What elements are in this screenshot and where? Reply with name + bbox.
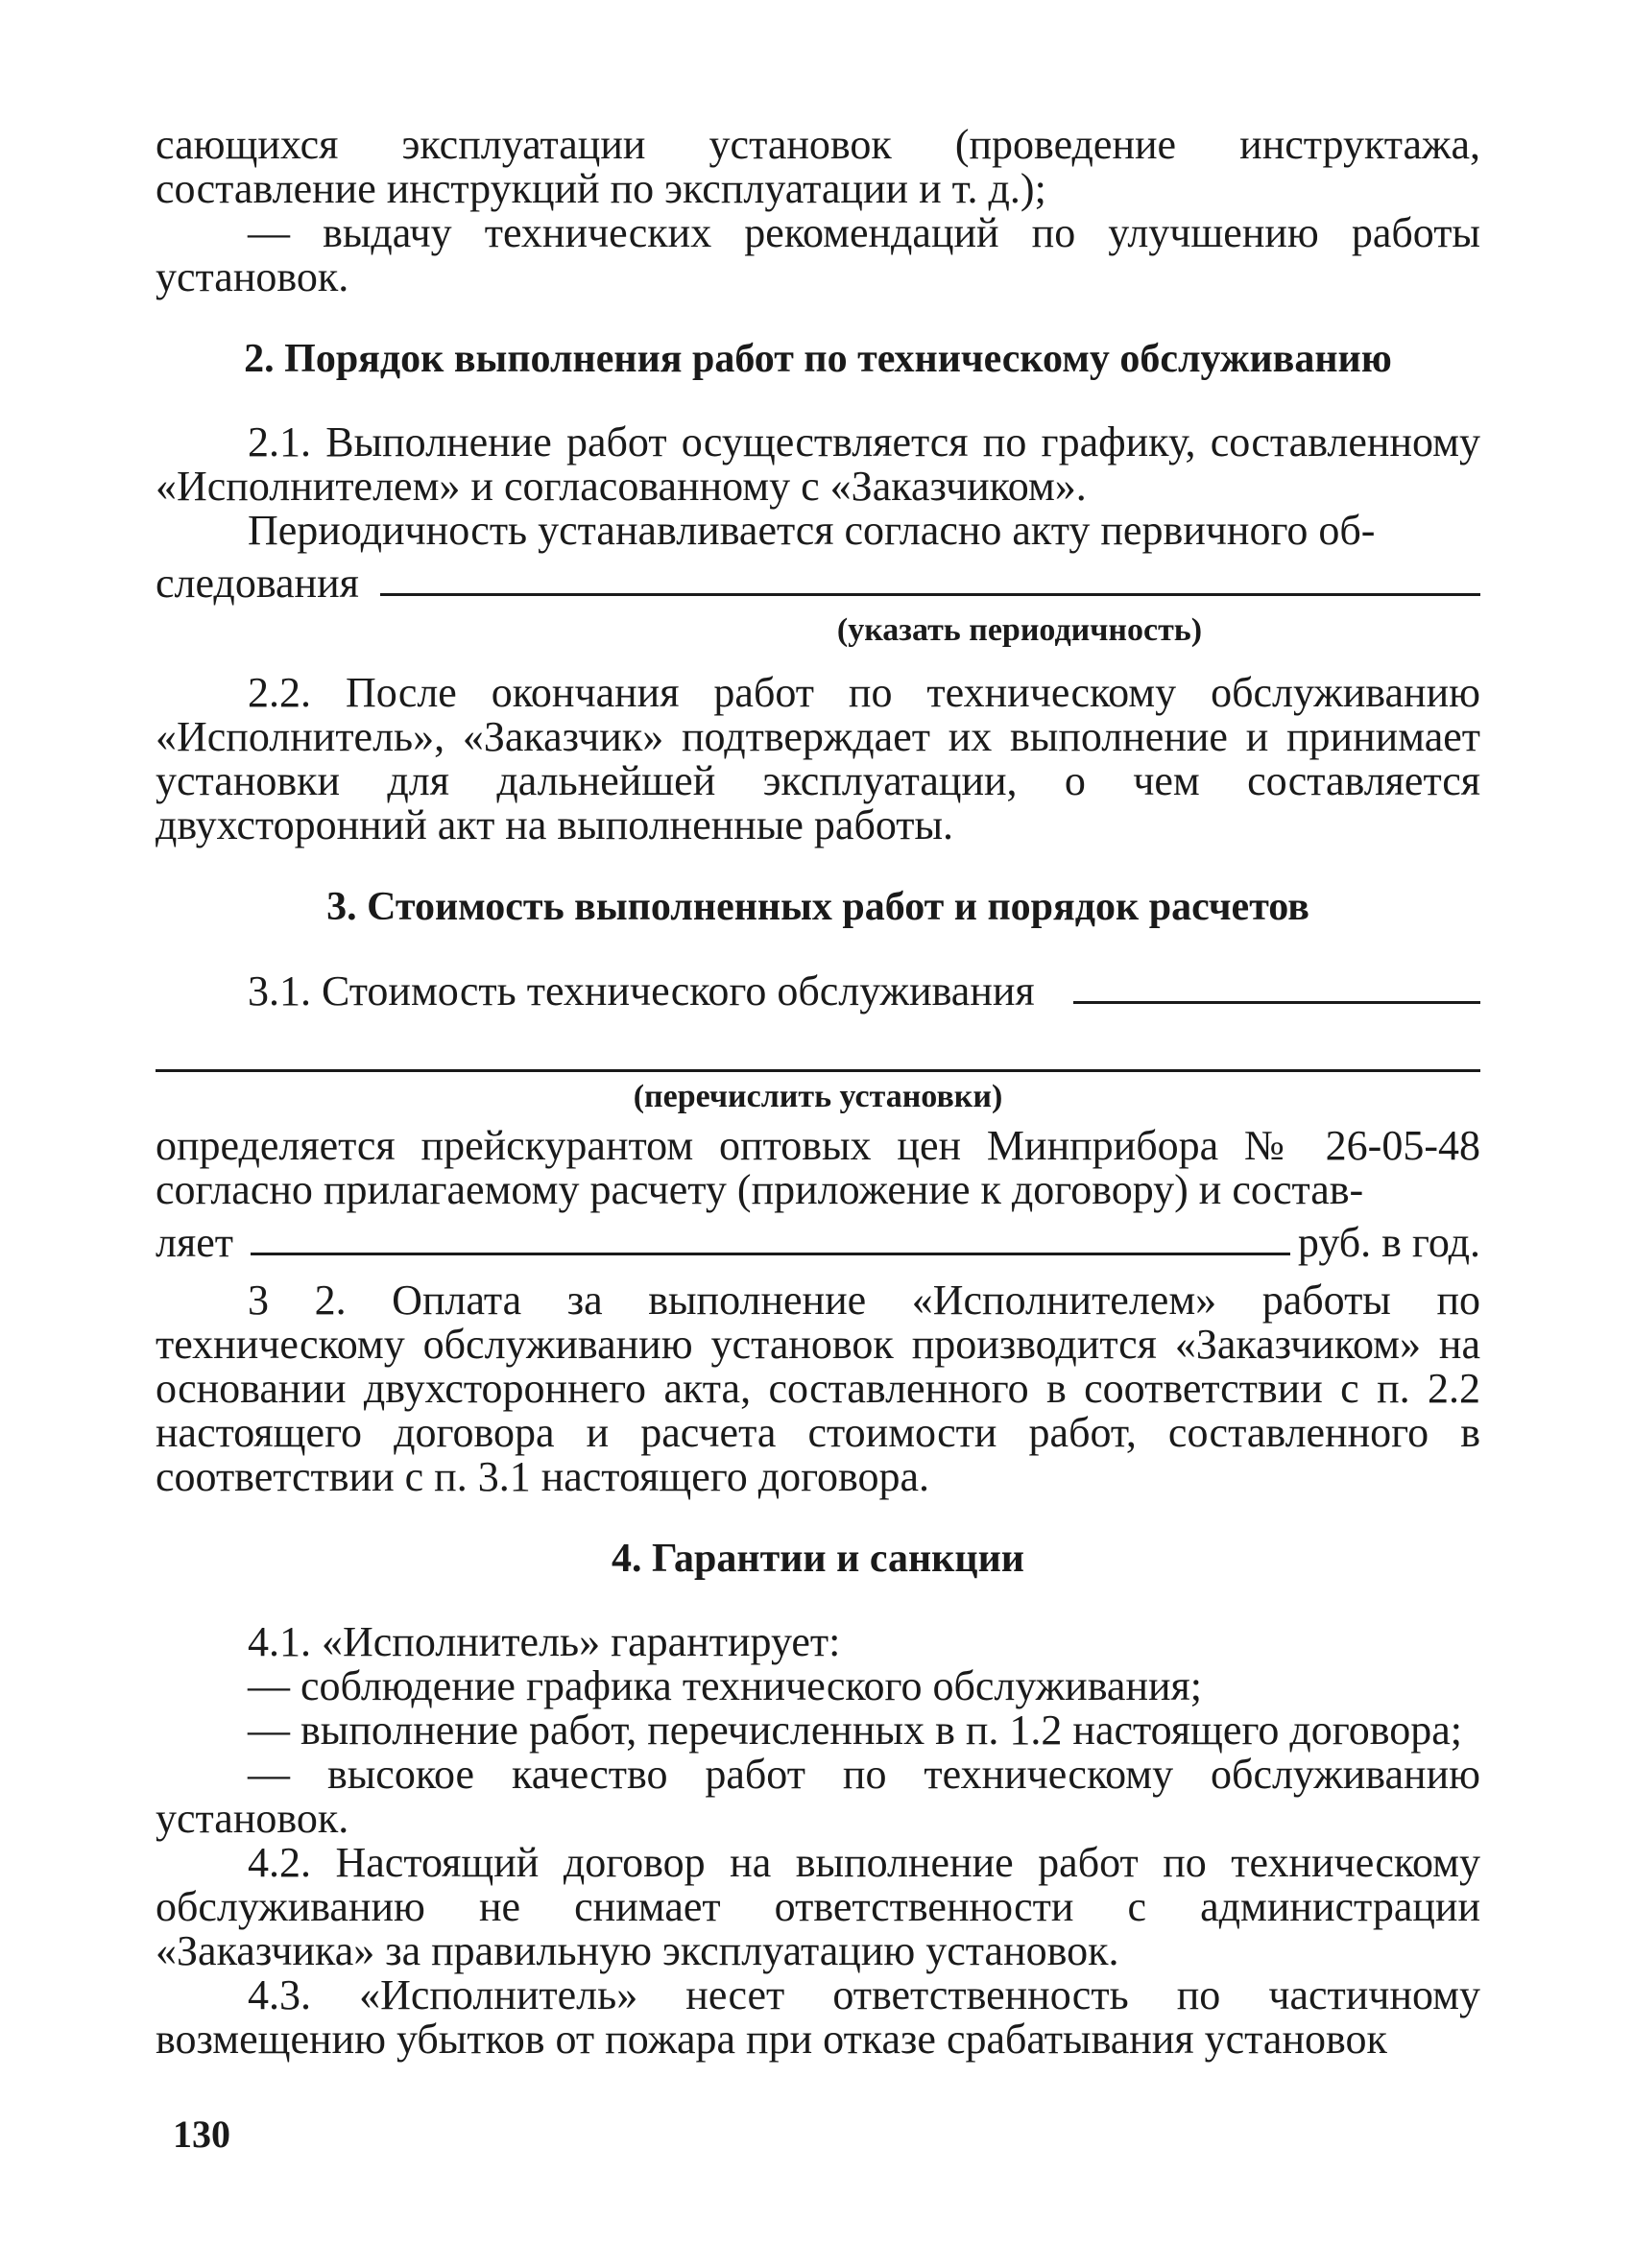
periodicity-caption: (указать периодичность) xyxy=(836,612,1203,648)
section-4-heading: 4. Гарантии и санкции xyxy=(612,1537,1024,1581)
paragraph-4-3: 4.3. «Исполнитель» несет ответственность по частичному возмещению убытков от пожара при отказе срабатывания установок xyxy=(156,1971,1480,2063)
page-number: 130 xyxy=(173,2113,230,2156)
paragraph-continued: сающихся эксплуатации установок (проведение инструктажа, составление инструкций по эксплуатации и т. д.); xyxy=(156,121,1480,212)
cost-blank-line[interactable] xyxy=(1073,968,1480,1004)
paragraph-3-2: 3 2. Оплата за выполнение «Исполнителем» работы по техническому обслуживанию установок производится «Заказчиком» на основании двухстороннего акта, составленного в соответствии с п. 2.2 настоящего договора и расчета стоимости работ, составленного в соответствии с п. 3.1 настоящего договора. xyxy=(156,1277,1480,1500)
amount-blank-line[interactable] xyxy=(251,1220,1290,1255)
guarantee-item-schedule: — соблюдение графика технического обслуживания; xyxy=(248,1662,1202,1709)
guarantee-item-works: — выполнение работ, перечисленных в п. 1.2 настоящего договора; xyxy=(248,1707,1462,1754)
paragraph-3-1-continued: определяется прейскурантом оптовых цен Минприбора № 26-05-48 согласно прилагаемому расчету (приложение к договору) и состав- xyxy=(156,1122,1480,1213)
paragraph-4-1: 4.1. «Исполнитель» гарантирует: xyxy=(248,1618,841,1665)
paragraph-periodicity: Периодичность устанавливается согласно акту первичного об- xyxy=(248,507,1376,554)
periodicity-blank-line[interactable] xyxy=(380,561,1480,596)
section-3-heading: 3. Стоимость выполненных работ и порядок расчетов xyxy=(326,885,1309,929)
amount-fill-row xyxy=(156,1220,1480,1265)
paragraph-3-1: 3.1. Стоимость технического обслуживания xyxy=(248,967,1035,1015)
paragraph-4-2: 4.2. Настоящий договор на выполнение работ по техническому обслуживанию не снимает ответственности с администрации «Заказчика» за правильную эксплуатацию установок. xyxy=(156,1839,1480,1974)
periodicity-label: следования xyxy=(156,560,359,607)
body-text xyxy=(156,123,1480,2062)
guarantee-item-quality: — высокое качество работ по техническому обслуживанию установок. xyxy=(156,1751,1480,1842)
periodicity-fill-row xyxy=(156,561,1480,606)
paragraph-recommendations: — выдачу технических рекомендаций по улучшению работы установок. xyxy=(156,209,1480,300)
cost-fill-row xyxy=(156,968,1480,1014)
installations-caption: (перечислить установки) xyxy=(633,1079,1003,1114)
paragraph-2-2: 2.2. После окончания работ по техническому обслуживанию «Исполнитель», «Заказчик» подтверждает их выполнение и принимает установки для дальнейшей эксплуатации, о чем составляется двухсторонний акт на выполненные работы. xyxy=(156,669,1480,848)
amount-label-start: ляет xyxy=(156,1219,233,1266)
section-2-heading: 2. Порядок выполнения работ по техническому обслуживанию xyxy=(244,337,1392,381)
amount-label-end: руб. в год. xyxy=(1297,1219,1480,1266)
installations-blank-line[interactable] xyxy=(156,1037,1480,1072)
paragraph-2-1: 2.1. Выполнение работ осуществляется по графику, составленному «Исполнителем» и согласованному с «Заказчиком». xyxy=(156,418,1480,510)
